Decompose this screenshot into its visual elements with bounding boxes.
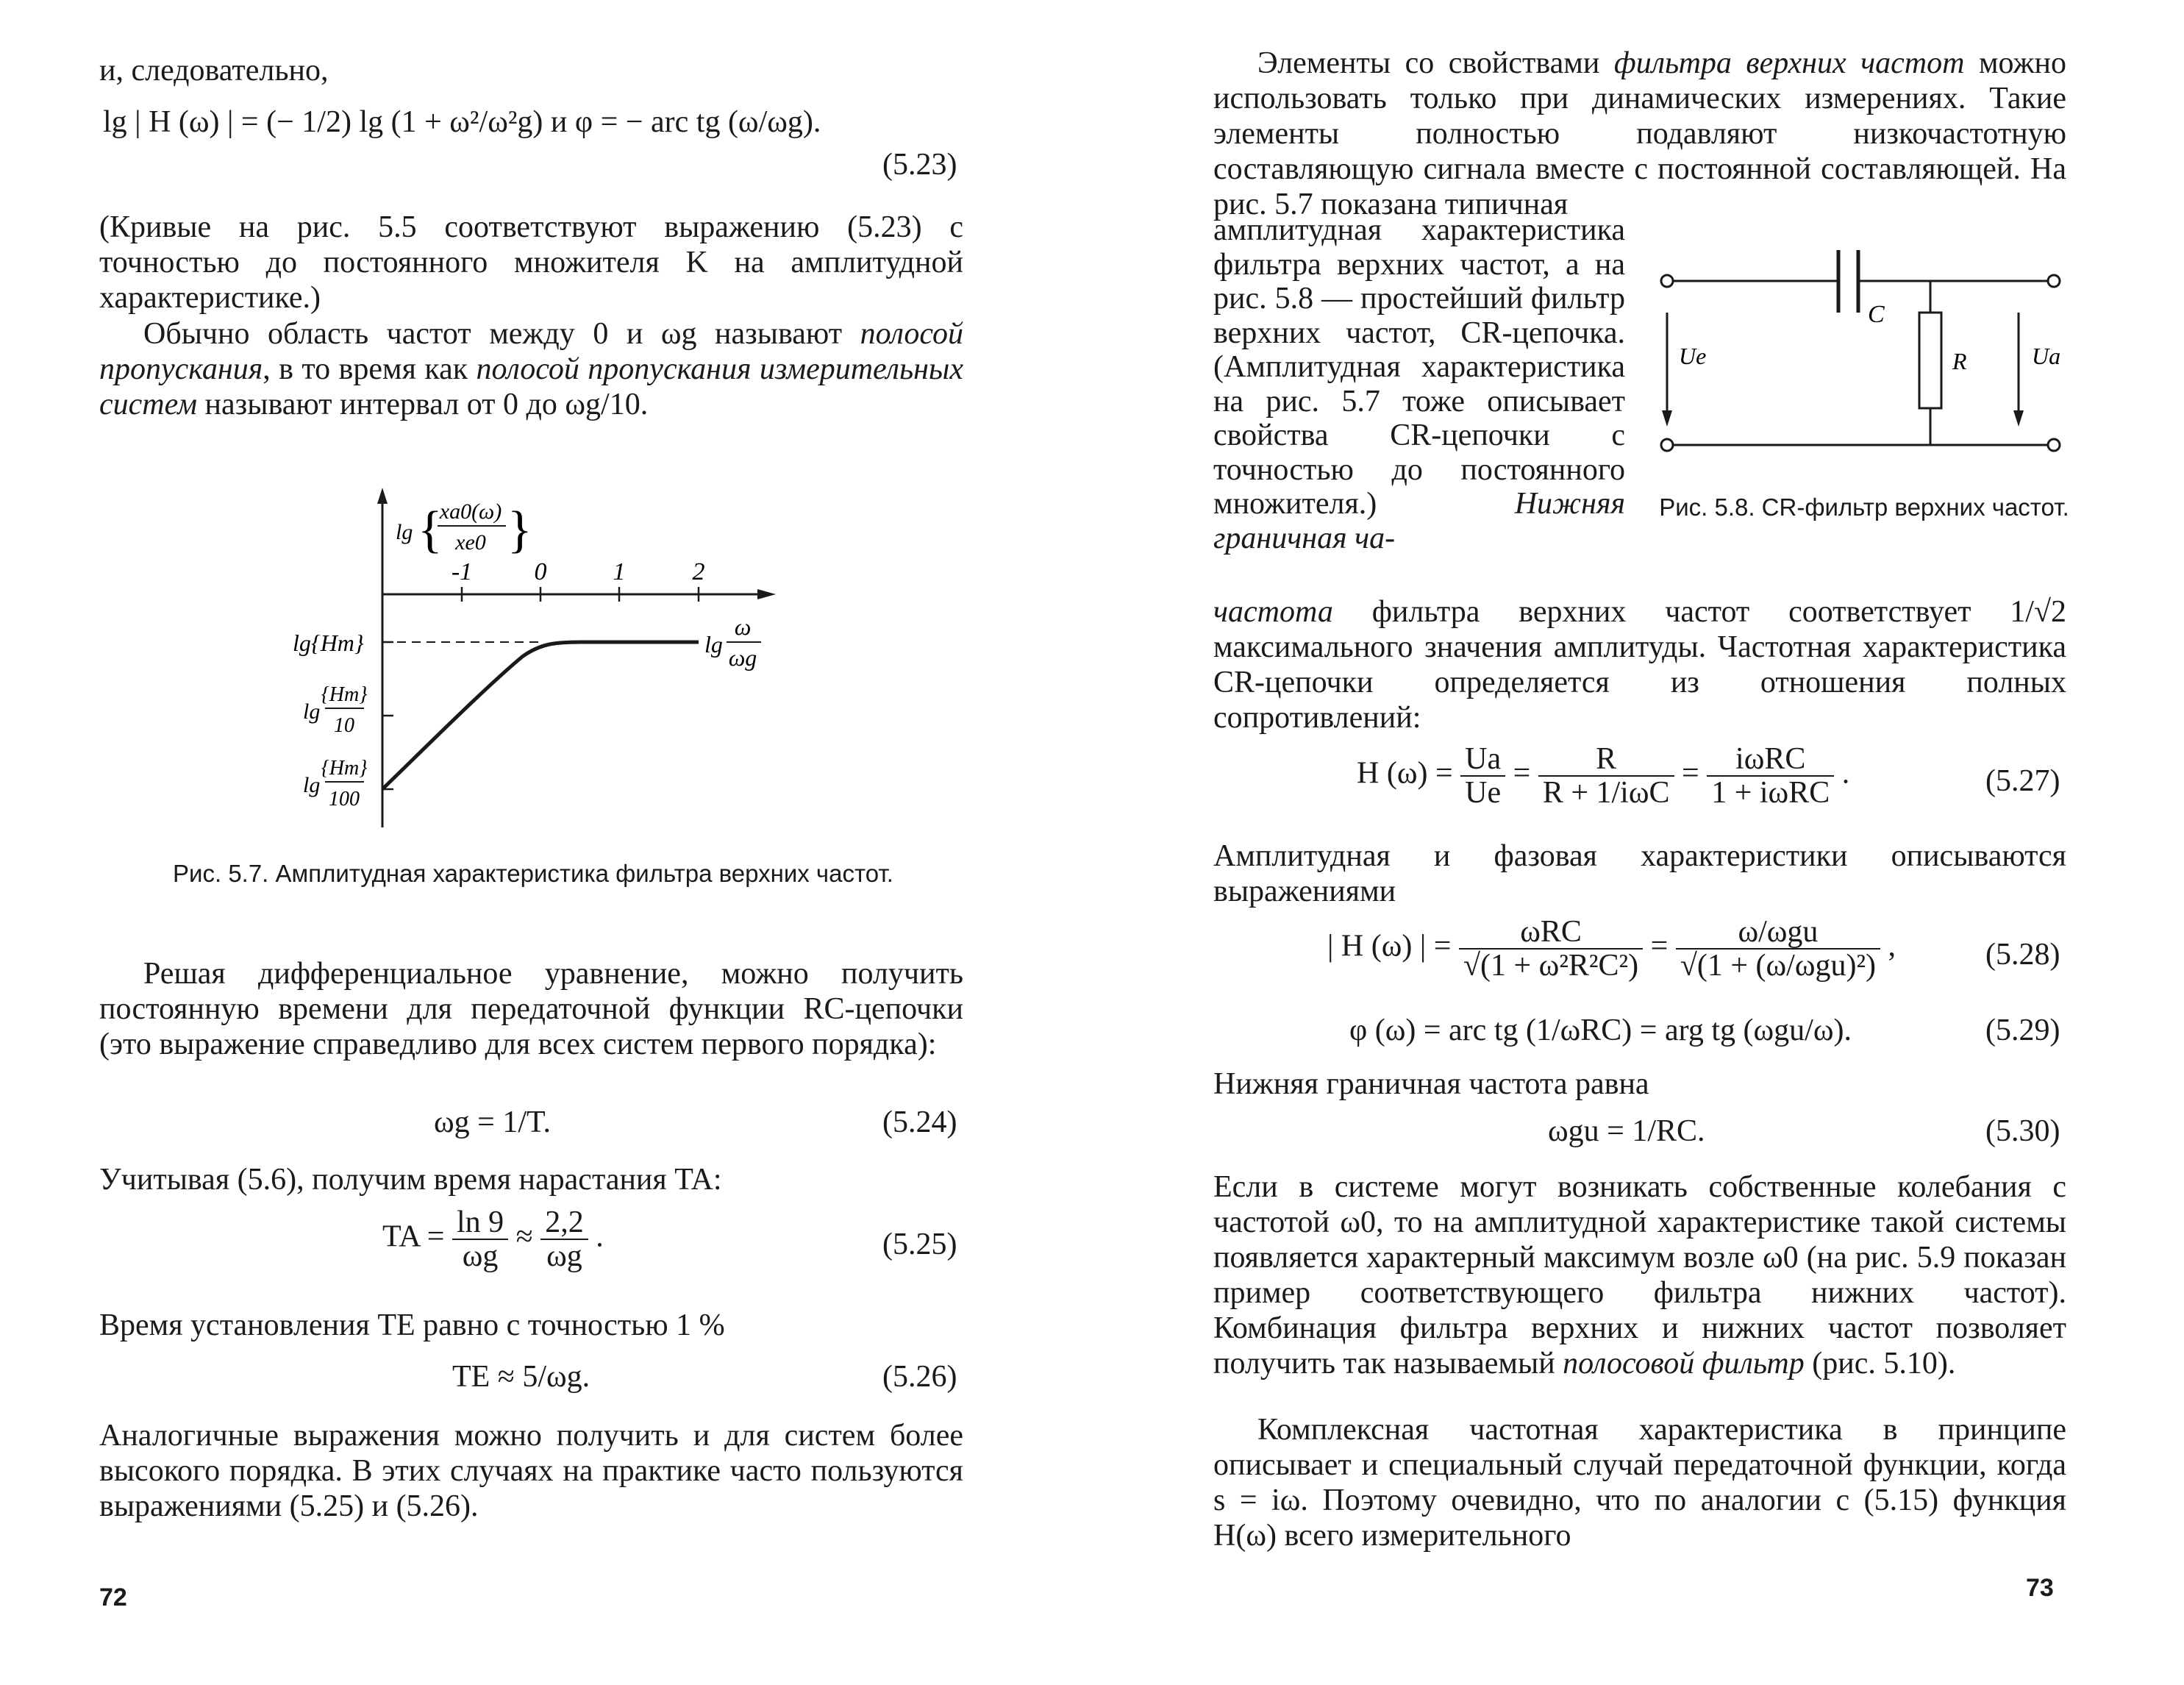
paragraph-highpass-intro: Элементы со свойствами фильтра верхних частот можно использовать только при динамических измерениях. Такие элементы полностью подавляют низкочастотную составляющую сигнала вместе с постоянной составляющей. На рис. 5.7 показана типичная [1213, 46, 2067, 221]
y-level-label-low-num: {Hm} [321, 757, 368, 780]
equation-5-26: TE ≈ 5/ωg. [452, 1360, 590, 1394]
equation-number-5-25: (5.25) [882, 1228, 957, 1261]
equation-number-5-28: (5.28) [1985, 938, 2060, 972]
equation-5-25: TA = $\frac{\ln 9}{\omega g}$ ≈ $\frac{2,2}{\omega g}$ . [382, 1205, 604, 1273]
y-axis-arrow [377, 488, 388, 504]
resistor-label: R [1952, 348, 1967, 374]
equation-number-5-30: (5.30) [1985, 1114, 2060, 1148]
y-level-label-mid-num: {Hm} [321, 683, 368, 706]
figure-5-8-caption: Рис. 5.8. CR-фильтр верхних частот. [1659, 494, 2069, 521]
y-level-label-mid-den: 10 [334, 714, 354, 737]
x-tick-label: -1 [451, 558, 473, 585]
figure-5-7-chart [287, 482, 802, 835]
equation-number-5-26: (5.26) [882, 1360, 957, 1394]
x-tick-label: 0 [534, 558, 547, 585]
input-terminal-top [1661, 275, 1673, 287]
intro-line: и, следовательно, [99, 54, 329, 88]
y-level-label-low-lg: lg [303, 773, 321, 797]
y-axis-label-brace-open: { [418, 502, 443, 558]
equation-5-29: φ (ω) = arc tg (1/ωRC) = arg tg (ωgu/ω). [1349, 1014, 1852, 1047]
equation-number-5-23: (5.23) [882, 148, 957, 182]
figure-5-8-circuit [1644, 228, 2077, 471]
paragraph-time-constant: Решая дифференциальное уравнение, можно получить постоянную времени для передаточной функции RC-цепочки (это выражение справедливо для всех систем первого порядка): [99, 957, 963, 1061]
paragraph-lower-cutoff: Нижняя граничная частота равна [1213, 1067, 1649, 1101]
paragraph-rise-time: Учитывая (5.6), получим время нарастания TA: [99, 1163, 722, 1197]
input-terminal-bottom [1661, 439, 1673, 451]
y-axis-label-brace-close: } [507, 502, 532, 558]
page-number-left: 72 [99, 1584, 127, 1611]
y-level-label-low-den: 100 [329, 788, 360, 811]
equation-5-30: ωgu = 1/RC. [1548, 1114, 1705, 1148]
paragraph-settling-time: Время установления TE равно с точностью 1 % [99, 1308, 725, 1342]
equation-number-5-27: (5.27) [1985, 764, 2060, 798]
page-number-right: 73 [2026, 1574, 2054, 1602]
paragraph-cutoff-frequency: частота фильтра верхних частот соответствует 1/√2 максимального значения амплитуды. Частотная характеристика CR-цепочки определяется из отношения полных сопротивлений: [1213, 595, 2066, 735]
capacitor-label: C [1868, 301, 1885, 328]
x-axis-label-lg: lg [704, 631, 723, 658]
right-page [1092, 0, 2184, 1685]
output-terminal-top [2048, 275, 2060, 287]
paragraph-highpass-wrap: амплитудная характеристика фильтра верхних частот, а на рис. 5.8 — простейший фильтр верхних частот, CR-цепочка. (Амплитудная характеристика на рис. 5.7 тоже описывает свойства CR-цепочки с точностью до постоянного множителя.) Нижняя граничная ча- [1213, 213, 1625, 555]
paragraph-complex-response: Комплексная частотная характеристика в принципе описывает и специальный случай передаточной функции, когда s = iω. Поэтому очевидно, что по аналогии с (5.15) функция H(ω) всего измерительного [1213, 1413, 2066, 1553]
x-axis-arrow [757, 589, 776, 599]
equation-number-5-24: (5.24) [882, 1105, 957, 1139]
resistor [1919, 313, 1941, 408]
x-axis-label-denominator: ωg [728, 644, 757, 671]
y-level-label-top: lg{Hm} [293, 630, 364, 656]
figure-5-7-caption: Рис. 5.7. Амплитудная характеристика фильтра верхних частот. [173, 860, 893, 887]
y-level-label-mid-lg: lg [303, 699, 321, 724]
paragraph-curves-note: (Кривые на рис. 5.5 соответствуют выражению (5.23) с точностью до постоянного множителя K на амплитудной характеристике.) [99, 210, 963, 315]
y-axis-label-lg: lg [396, 520, 413, 544]
amplitude-curve [382, 642, 699, 789]
x-axis-label-numerator: ω [734, 613, 752, 640]
paragraph-amplitude-phase: Амплитудная и фазовая характеристики описываются выражениями [1213, 839, 2066, 908]
y-axis-label-denominator: xe0 [455, 530, 486, 555]
x-tick-label: 2 [692, 558, 705, 585]
equation-5-23: lg | H (ω) | = (− 1/2) lg (1 + ω²/ω²g) и φ = − arc tg (ω/ωg). [103, 105, 821, 139]
paragraph-bandpass: Если в системе могут возникать собственные колебания с частотой ω0, то на амплитудной характеристике такой системы появляется характерный максимум возле ω0 (на рис. 5.9 показан пример соответствующего фильтра нижних частот). Комбинация фильтра верхних и нижних частот позволяет получить так называемый полосовой фильтр (рис. 5.10). [1213, 1170, 2066, 1381]
equation-5-28: | H (ω) | = $\frac{\text{ωRC}}{\text{√(1 + ω²R²C²)}}$ = $\frac{\text{ω/ωgu}}{\text{√(1 + (ω/ωgu)²)}}$ , [1327, 915, 1896, 983]
equation-5-24: ωg = 1/T. [434, 1105, 552, 1139]
paragraph-higher-order: Аналогичные выражения можно получить и для систем более высокого порядка. В этих случаях на практике часто пользуются выражениями (5.25) и (5.26). [99, 1419, 963, 1523]
y-axis-label-numerator: xa0(ω) [439, 499, 502, 524]
equation-5-27: H (ω) = $\frac{Ua}{Ue}$ = $\frac{R}{\text{R + 1/iωC}}$ = $\frac{\text{iωRC}}{\text{1 + iωRC}}$ . [1357, 742, 1850, 810]
equation-number-5-29: (5.29) [1985, 1014, 2060, 1047]
output-voltage-label: Ua [2032, 343, 2061, 369]
input-voltage-label: Ue [1679, 343, 1707, 369]
paragraph-passband: Обычно область частот между 0 и ωg называют полосой пропускания, в то время как полосой пропускания измерительных систем называют интервал от 0 до ωg/10. [99, 317, 963, 421]
output-terminal-bottom [2048, 439, 2060, 451]
x-tick-label: 1 [613, 558, 626, 585]
